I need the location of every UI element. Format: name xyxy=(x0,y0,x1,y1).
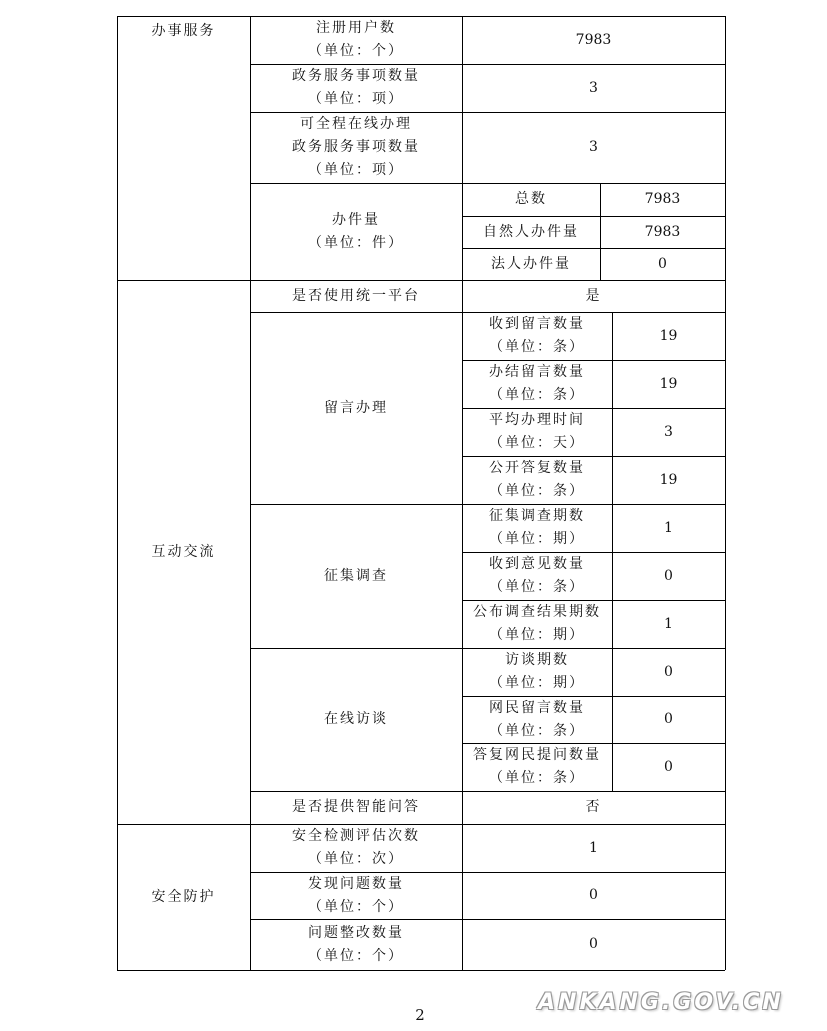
table-rule xyxy=(725,16,726,970)
interaction-sub-value: 0 xyxy=(664,711,673,727)
interaction-sub-value: 19 xyxy=(659,375,678,392)
unified-platform-value: 是 xyxy=(585,287,602,304)
interaction-sub-label: 办结留言数量 （单位：条） xyxy=(489,364,585,403)
service-item-value: 3 xyxy=(589,79,598,96)
table-rule xyxy=(250,16,251,970)
volume-sub-label: 自然人办件量 xyxy=(483,223,579,240)
volume-label: 办件量 （单位：件） xyxy=(308,211,404,251)
interaction-sub-value: 0 xyxy=(664,567,673,584)
security-item-label: 安全检测评估次数 （单位：次） xyxy=(292,828,420,867)
interaction-sub-value: 19 xyxy=(659,471,678,488)
interaction-sub-label: 收到留言数量 （单位：条） xyxy=(489,316,585,355)
interaction-sub-label: 收到意见数量 （单位：条） xyxy=(489,556,585,595)
security-item-value: 0 xyxy=(589,936,598,952)
interaction-sub-label: 征集调查期数 （单位：期） xyxy=(489,508,585,547)
interaction-sub-value: 1 xyxy=(664,519,673,536)
unified-platform-label: 是否使用统一平台 xyxy=(292,287,420,304)
table-rule xyxy=(600,183,601,280)
page-number: 2 xyxy=(415,1006,425,1024)
section-title-service: 办事服务 xyxy=(151,23,216,39)
service-item-label: 注册用户数 （单位：个） xyxy=(308,20,404,59)
table-rule xyxy=(117,16,118,970)
table-rule xyxy=(117,970,725,971)
interaction-sub-label: 网民留言数量 （单位：条） xyxy=(489,699,585,739)
security-item-value: 1 xyxy=(589,839,598,856)
service-item-label: 政务服务事项数量 （单位：项） xyxy=(292,68,420,107)
volume-sub-value: 7983 xyxy=(644,191,681,207)
service-item-value: 3 xyxy=(589,139,598,155)
security-item-label: 发现问题数量 （单位：个） xyxy=(308,875,404,915)
security-item-value: 0 xyxy=(589,887,598,903)
volume-sub-label: 法人办件量 xyxy=(491,255,571,272)
interaction-sub-label: 答复网民提问数量 （单位：条） xyxy=(473,747,601,786)
smart-qa-value: 否 xyxy=(585,799,602,815)
section-title-interaction: 互动交流 xyxy=(151,543,216,560)
interaction-sub-value: 19 xyxy=(659,327,678,344)
interaction-group-label: 征集调查 xyxy=(324,567,388,584)
table-rule xyxy=(612,312,613,504)
smart-qa-label: 是否提供智能问答 xyxy=(292,799,420,815)
service-item-label: 可全程在线办理 政务服务事项数量 （单位：项） xyxy=(292,116,420,178)
volume-sub-label: 总数 xyxy=(515,191,547,207)
table-rule xyxy=(462,16,463,970)
interaction-sub-label: 平均办理时间 （单位：天） xyxy=(489,412,585,451)
interaction-sub-label: 访谈期数 （单位：期） xyxy=(489,652,585,691)
interaction-group-label: 留言办理 xyxy=(324,399,388,416)
section-title-security: 安全防护 xyxy=(151,888,216,905)
interaction-sub-value: 0 xyxy=(664,663,673,680)
interaction-group-label: 在线访谈 xyxy=(324,711,388,727)
site-watermark: ANKANG.GOV.CN xyxy=(538,990,784,1015)
interaction-sub-value: 1 xyxy=(664,615,673,632)
interaction-sub-label: 公布调查结果期数 （单位：期） xyxy=(473,604,601,643)
interaction-sub-label: 公开答复数量 （单位：条） xyxy=(489,460,585,499)
service-item-value: 7983 xyxy=(575,31,612,48)
interaction-sub-value: 3 xyxy=(664,423,673,440)
table-rule xyxy=(612,504,613,648)
security-item-label: 问题整改数量 （单位：个） xyxy=(308,924,404,964)
volume-sub-value: 0 xyxy=(658,255,667,272)
table-rule xyxy=(612,648,613,791)
interaction-sub-value: 0 xyxy=(664,758,673,775)
table-rule xyxy=(117,16,725,17)
volume-sub-value: 7983 xyxy=(644,223,681,240)
